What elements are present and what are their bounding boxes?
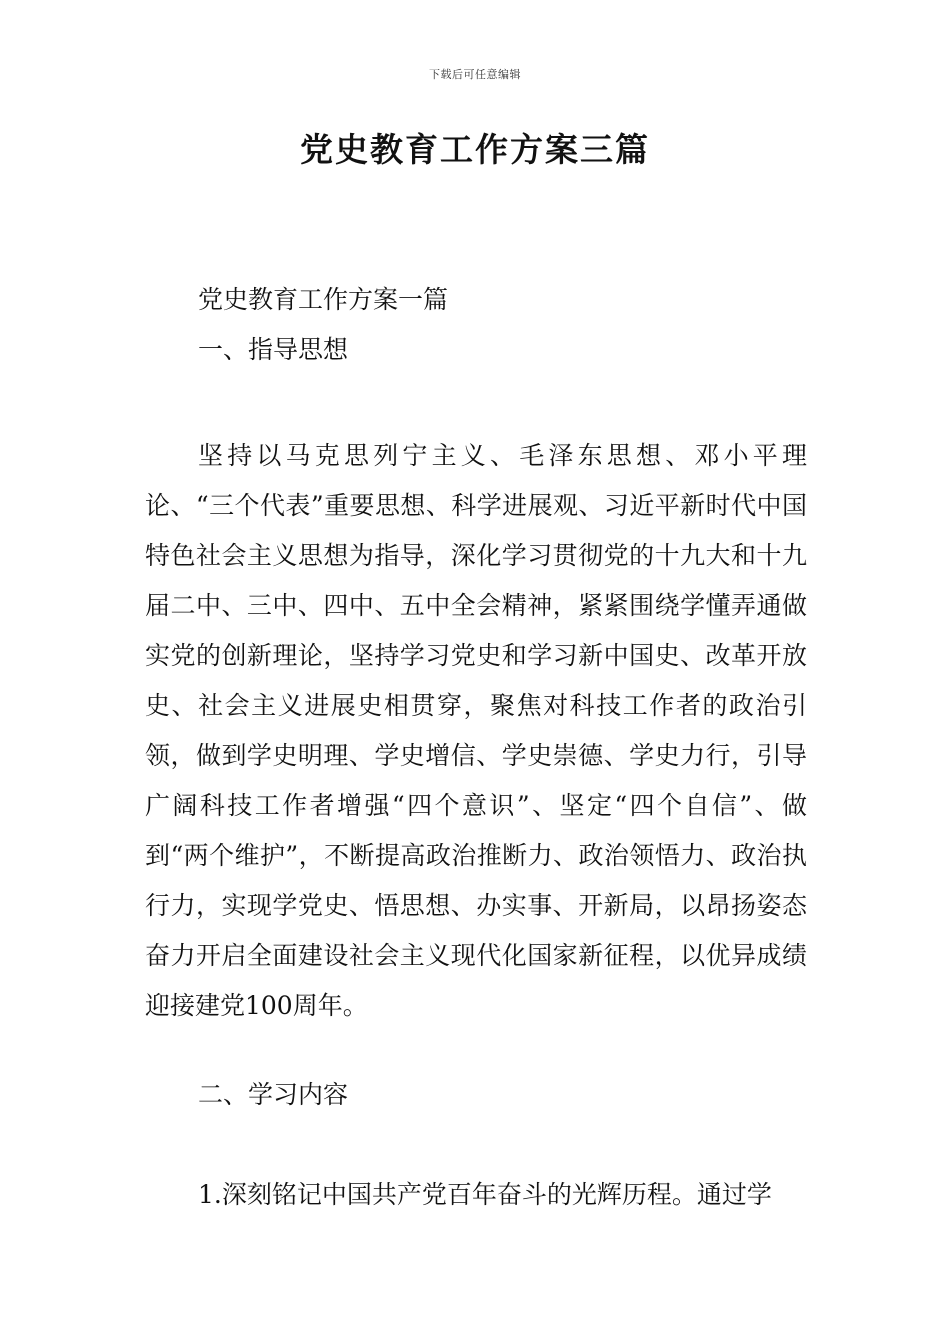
body-paragraph-1: 坚持以马克思列宁主义、毛泽东思想、邓小平理论、“三个代表”重要思想、科学进展观、习近平新时代中国特色社会主义思想为指导，深化学习贯彻党的十九大和十九届二中、三中、四中、五中全会精神，紧紧围绕学懂弄通做实党的创新理论，坚持学习党史和学习新中国史、改革开放史、社会主义进展史相贯穿，聚焦对科技工作者的政治引领，做到学史明理、学史增信、学史崇德、学史力行，引导广阔科技工作者增强“四个意识”、坚定“四个自信”、做到“两个维护”，不断提高政治推断力、政治领悟力、政治执行力，实现学党史、悟思想、办实事、开新局，以昂扬姿态奋力开启全面建设社会主义现代化国家新征程，以优异成绩迎接建党100周年。 (145, 441, 807, 1020)
section-heading-1: 一、指导思想 (198, 335, 349, 364)
list-item-1: 1.深刻铭记中国共产党百年奋斗的光辉历程。通过学 (198, 1180, 772, 1209)
subtitle: 党史教育工作方案一篇 (198, 285, 449, 314)
document-title: 党史教育工作方案三篇 (300, 130, 650, 169)
header-note: 下载后可任意编辑 (429, 68, 521, 81)
section-heading-2: 二、学习内容 (198, 1080, 349, 1109)
